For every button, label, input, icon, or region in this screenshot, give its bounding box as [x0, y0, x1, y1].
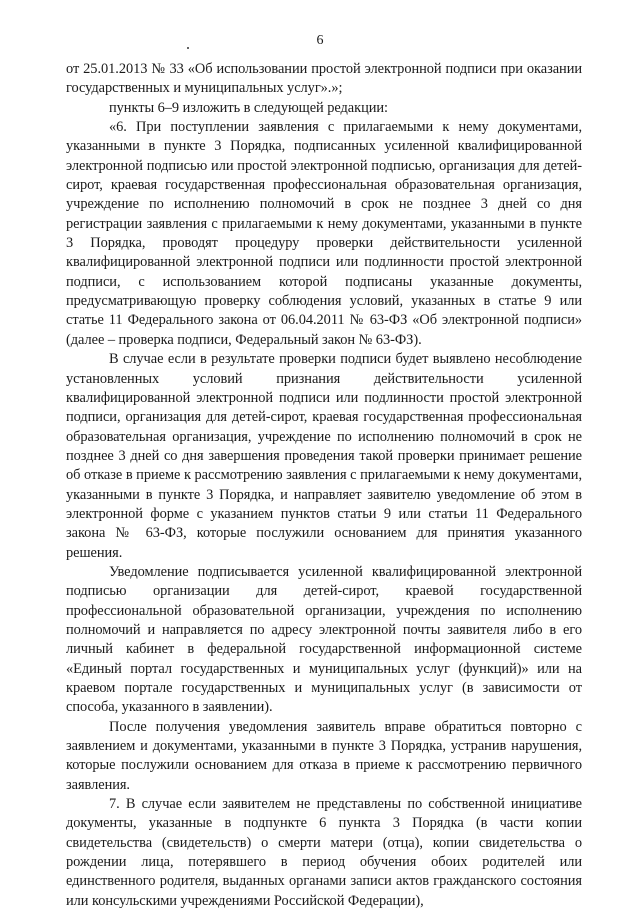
paragraph-item-6: «6. При поступлении заявления с прилагаемыми к нему документами, указанными в пункте 3 Порядка, подписанных усиленной квалифицированной электронной подписью или простой электронной подписью, организация для детей-сирот, краевая государственная профессиональная образовательная организация, учреждение по исполнению полномочий в срок не позднее 3 дней со дня регистрации заявления с прилагаемыми к нему документами, указанными в пункте 3 Порядка, проводят процедуру проверки действительности усиленной квалифицированной электронной подписи или подлинности простой электронной подписи, с использованием которой подписаны указанные документы, предусматривающую проверку соблюдения условий, указанных в статье 9 или статье 11 Федерального закона от 06.04.2011 № 63-ФЗ «Об электронной подписи» (далее – проверка подписи, Федеральный закон № 63-ФЗ). — [66, 119, 582, 348]
page-number: 6 — [316, 33, 324, 48]
paragraph-reapply: После получения уведомления заявитель вправе обратиться повторно с заявлением и документами, указанными в пункте 3 Порядка, устранив нарушения, которые послужили основанием для отказа в приеме к рассмотрению первичного заявления. — [66, 718, 582, 793]
scan-speck — [187, 47, 189, 49]
paragraph-amendment-intro: пункты 6–9 изложить в следующей редакции: — [109, 99, 388, 116]
paragraph-continuation: от 25.01.2013 № 33 «Об использовании простой электронной подписи при оказании государственных и муниципальных услуг».»; — [66, 61, 582, 97]
paragraph-notification: Уведомление подписывается усиленной квалифицированной электронной подписью организации для детей-сирот, краевой государственной профессиональной образовательной организации, учреждения по исполнению полномочий и направляется по адресу электронной почты заявителя либо в его личный кабинет в федеральной государственной информационной системе «Единый портал государственных и муниципальных услуг (функций)» или на краевом портале государственных и муниципальных услуг (в зависимости от способа, указанного в заявлении). — [66, 563, 582, 716]
paragraph-signature-check: В случае если в результате проверки подписи будет выявлено несоблюдение установленных условий признания действительности усиленной квалифицированной электронной подписи или подлинности простой электронной подписи, организация для детей-сирот, краевая государственная профессиональная образовательная организация, учреждение по исполнению полномочий в срок не позднее 3 дней со дня завершения проведения такой проверки принимает решение об отказе в приеме к рассмотрению заявления с прилагаемыми к нему документами, указанными в пункте 3 Порядка, и направляет заявителю уведомление об этом в электронной форме с указанием пунктов статьи 9 или статьи 11 Федерального закона № 63-ФЗ, которые послужили основанием для принятия указанного решения. — [66, 351, 582, 561]
paragraph-item-7: 7. В случае если заявителем не представлены по собственной инициативе документы, указанные в подпункте 6 пункта 3 Порядка (в части копии свидетельства (свидетельств) о смерти матери (отца), копии свидетельства о рождении лица, потерявшего в период обучения обоих родителей или единственного родителя, выданных органами записи актов гражданского состояния или консульскими учреждениями Российской Федерации), — [66, 796, 582, 909]
document-body — [66, 60, 582, 911]
